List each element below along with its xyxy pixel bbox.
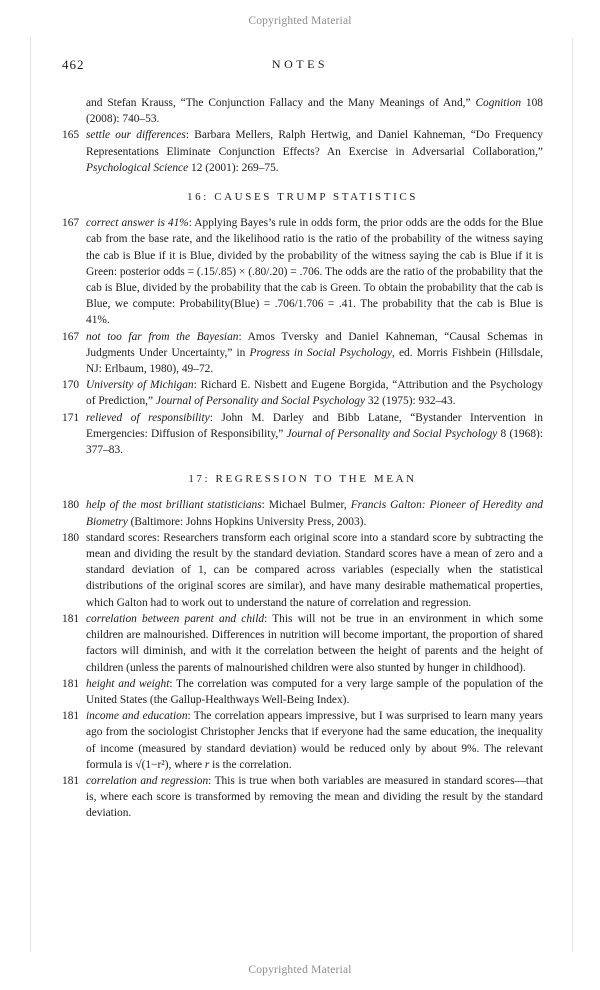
note-entry — [62, 127, 543, 176]
note-text: standard scores: Researchers transform each original score into a standard score by subtracting the mean and dividing the result by the standard deviation. Standard scores have a mean of zero and a standard deviation of 1, can be compared across variables (especially when the statistical distributions of the original scores are similar), and have many desirable mathematical properties, which Galton had to work out to understand the nature of correlation and regression. — [86, 531, 543, 609]
note-text: and Stefan Krauss, “The Conjunction Fallacy and the Many Meanings of And,” Cognition 108 (2008): 740–53. — [86, 97, 543, 126]
note-text: height and weight: The correlation was computed for a very large sample of the population of the United States (the Gallup-Healthways Well-Being Index). — [86, 677, 543, 706]
copyright-notice-bottom: Copyrighted Material — [248, 964, 352, 976]
note-entry — [62, 530, 543, 611]
note-text: settle our differences: Barbara Mellers, Ralph Hertwig, and Daniel Kahneman, “Do Frequency Representations Eliminate Conjunction Effects? An Exercise in Adversarial Collaboration,” Psychological Science 12 (2001): 269–75. — [86, 129, 544, 174]
note-number: 167 — [62, 217, 80, 230]
note-entry — [62, 410, 543, 459]
note-number: 170 — [62, 379, 80, 392]
note-number: 171 — [62, 411, 80, 424]
note-number: 180 — [62, 531, 80, 544]
note-text: University of Michigan: Richard E. Nisbett and Eugene Borgida, “Attribution and the Psychology of Prediction,” Journal of Personality and Social Psychology 32 (1975): 932–43. — [86, 379, 543, 408]
note-number: 181 — [62, 710, 80, 723]
note-number: 181 — [62, 774, 80, 787]
note-number: 165 — [62, 129, 80, 142]
notes-content — [62, 95, 543, 822]
note-entry — [62, 497, 543, 529]
note-number: 180 — [62, 499, 80, 512]
note-number: 167 — [62, 330, 80, 343]
note-entry — [62, 708, 543, 773]
note-text: not too far from the Bayesian: Amos Tversky and Daniel Kahneman, “Causal Schemas in Judgments Under Uncertainty,” in Progress in Social Psychology, ed. Morris Fishbein (Hillsdale, NJ: Erlbaum, 1980), 49–72. — [86, 330, 544, 376]
note-entry — [62, 611, 543, 676]
note-entry — [62, 676, 543, 708]
note-number: 181 — [62, 677, 80, 690]
section-heading: 17: REGRESSION TO THE MEAN — [188, 473, 417, 486]
note-entry — [62, 215, 543, 328]
note-text: correlation between parent and child: This will not be true in an environment in which some children are malnourished. Differences in nutrition will become important, the proportion of shared factors will diminish, and with it the correlation between the height of parents and the height of children (unless the parents of malnourished children were also stunted by hunger in childhood). — [86, 612, 543, 674]
note-text: correlation and regression: This is true when both variables are measured in standard scores—that is, where each score is transformed by removing the mean and dividing the result by the standard deviation. — [86, 774, 543, 820]
note-number: 181 — [62, 612, 80, 625]
note-text: help of the most brilliant statisticians: Michael Bulmer, Francis Galton: Pioneer of Heredity and Biometry (Baltimore: Johns Hopkins University Press, 2003). — [86, 499, 544, 528]
page-number: 462 — [62, 57, 85, 72]
copyright-notice-top: Copyrighted Material — [248, 15, 352, 27]
note-entry — [62, 329, 543, 378]
note-text: relieved of responsibility: John M. Darley and Bibb Latane, “Bystander Intervention in Emergencies: Diffusion of Responsibility,” Journal of Personality and Social Psychology 8 (1968): 377–83. — [86, 411, 543, 457]
section-heading: 16: CAUSES TRUMP STATISTICS — [187, 191, 418, 204]
running-head: NOTES — [271, 57, 329, 71]
note-entry — [62, 377, 543, 409]
note-entry — [62, 773, 543, 822]
page-header — [0, 57, 600, 75]
note-text: income and education: The correlation appears impressive, but I was surprised to learn many years ago from the sociologist Christopher Jencks that if everyone had the same education, the inequality of income (measured by standard deviation) would be reduced only by about 9%. The relevant formula is √(1−r²), where r is the correlation. — [86, 710, 543, 771]
note-entry — [62, 95, 543, 127]
note-text: correct answer is 41%: Applying Bayes’s rule in odds form, the prior odds are the odds for the Blue cab from the base rate, and the likelihood ratio is the ratio of the probability of the witness saying the cab is Blue if it is Blue, divided by the probability of the witness saying the cab is Blue if it is Green: posterior odds = (.15/.85) × (.80/.20) = .706. The odds are the ratio of the probability that the cab is Blue, divided by the probability that the cab is Green. To obtain the probability that the cab is Blue, we compute: Probability(Blue) = .706/1.706 = .41. The probability that the cab is Blue is 41%. — [86, 217, 543, 327]
